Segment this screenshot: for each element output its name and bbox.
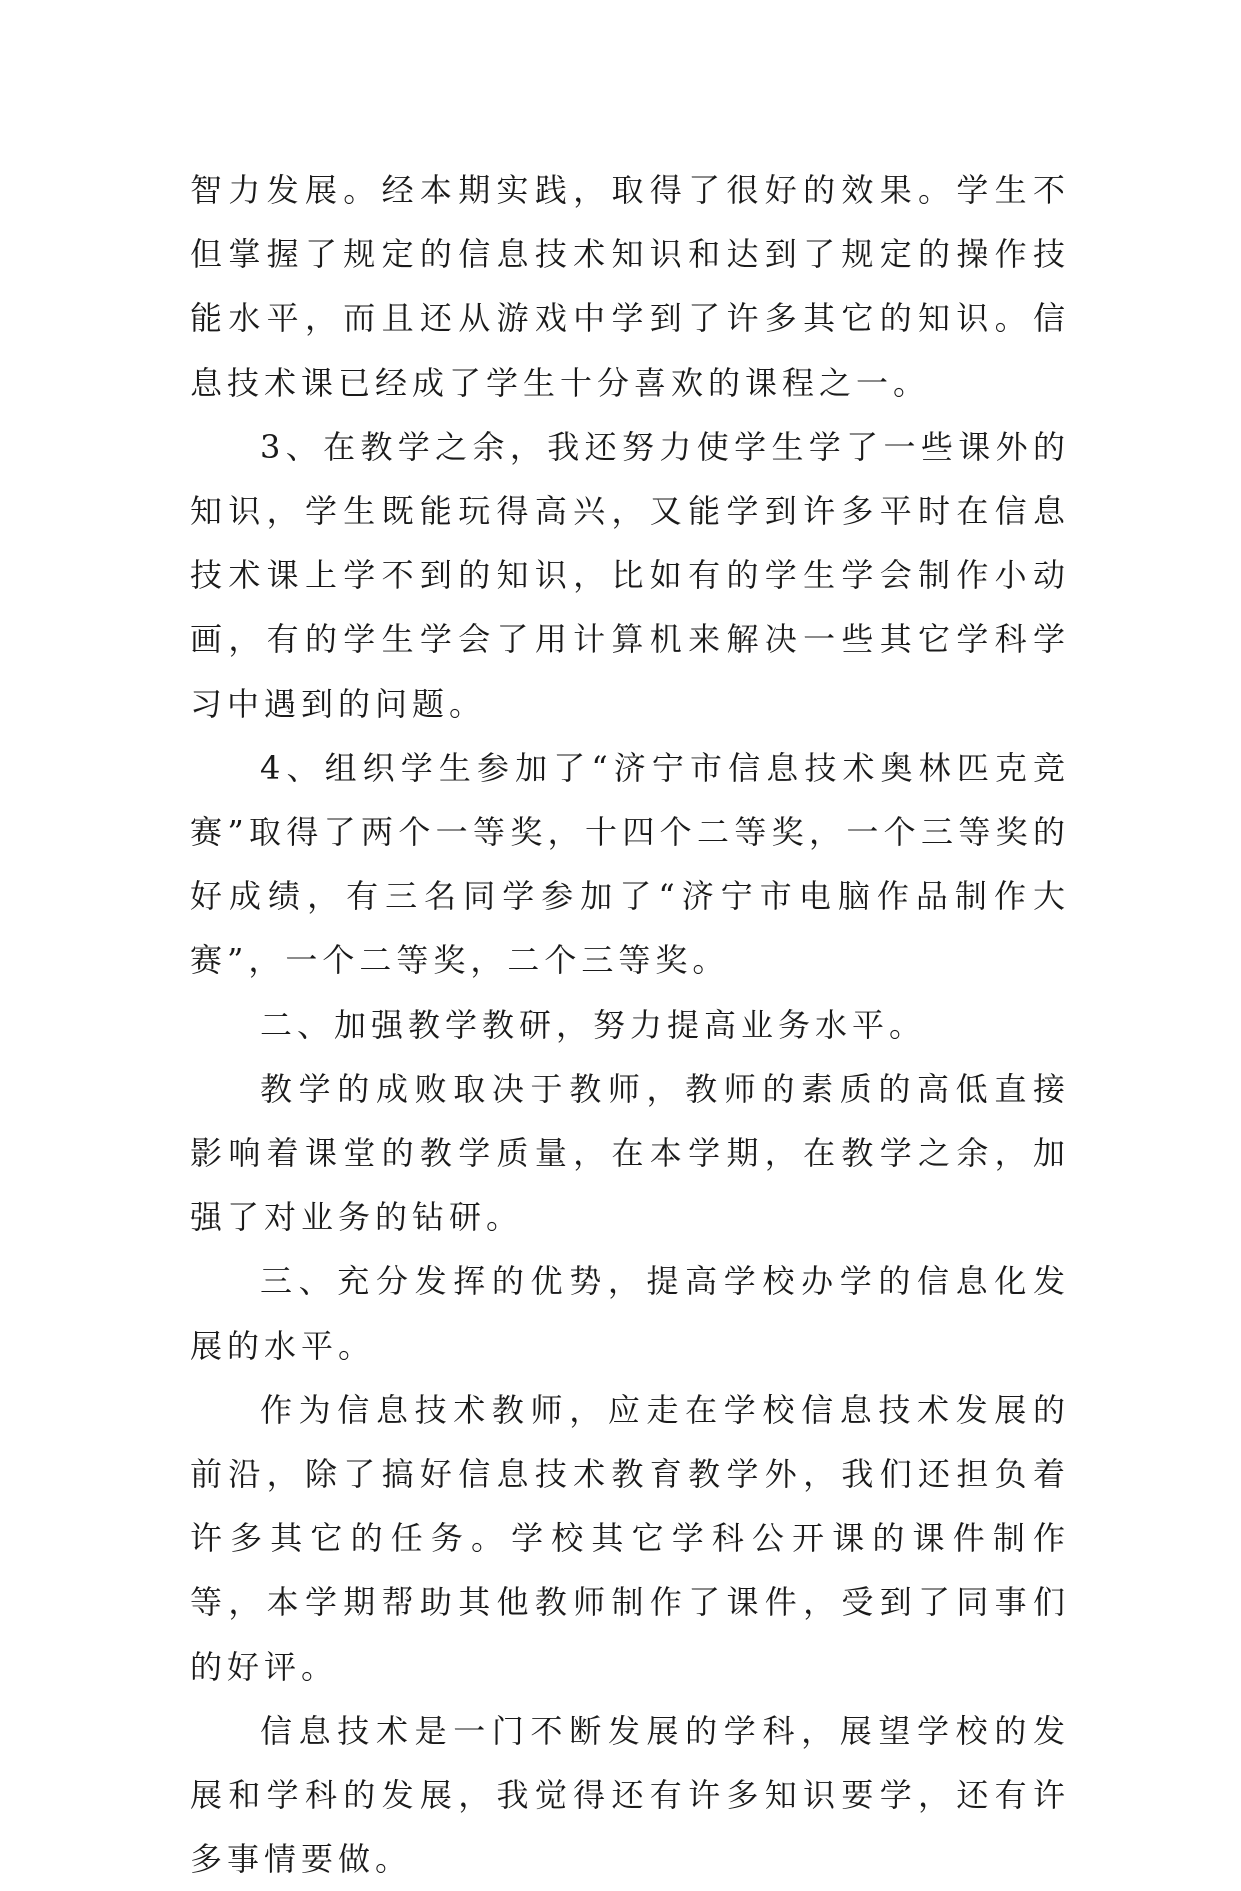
paragraph-8: 信息技术是一门不断发展的学科，展望学校的发展和学科的发展，我觉得还有许多知识要学，还有许多事情要做。 — [190, 1711, 1070, 1879]
paragraph-5: 教学的成败取决于教师，教师的素质的高低直接影响着课堂的教学质量，在本学期，在教学之余，加强了对业务的钻研。 — [190, 1069, 1070, 1237]
section-heading-2: 二、加强教学教研，努力提高业务水平。 — [260, 1005, 927, 1044]
paragraph-3: 4、组织学生参加了“济宁市信息技术奥林匹克竞赛”取得了两个一等奖，十四个二等奖，一个三等奖的好成绩，有三名同学参加了“济宁市电脑作品制作大赛”，一个二等奖，二个三等奖。 — [190, 748, 1070, 980]
paragraph-7: 作为信息技术教师，应走在学校信息技术发展的前沿，除了搞好信息技术教育教学外，我们还担负着许多其它的任务。学校其它学科公开课的课件制作等，本学期帮助其他教师制作了课件，受到了同事们的好评。 — [190, 1390, 1070, 1686]
section-heading-3: 三、充分发挥的优势，提高学校办学的信息化发展的水平。 — [190, 1262, 1070, 1365]
paragraph-2: 3、在教学之余，我还努力使学生学了一些课外的知识，学生既能玩得高兴，又能学到许多平时在信息技术课上学不到的知识，比如有的学生学会制作小动画，有的学生学会了用计算机来解决一些其它学科学习中遇到的问题。 — [190, 427, 1070, 723]
document-body — [190, 158, 1070, 1891]
paragraph-1: 智力发展。经本期实践，取得了很好的效果。学生不但掌握了规定的信息技术知识和达到了规定的操作技能水平，而且还从游戏中学到了许多其它的知识。信息技术课已经成了学生十分喜欢的课程之一。 — [190, 171, 1070, 402]
